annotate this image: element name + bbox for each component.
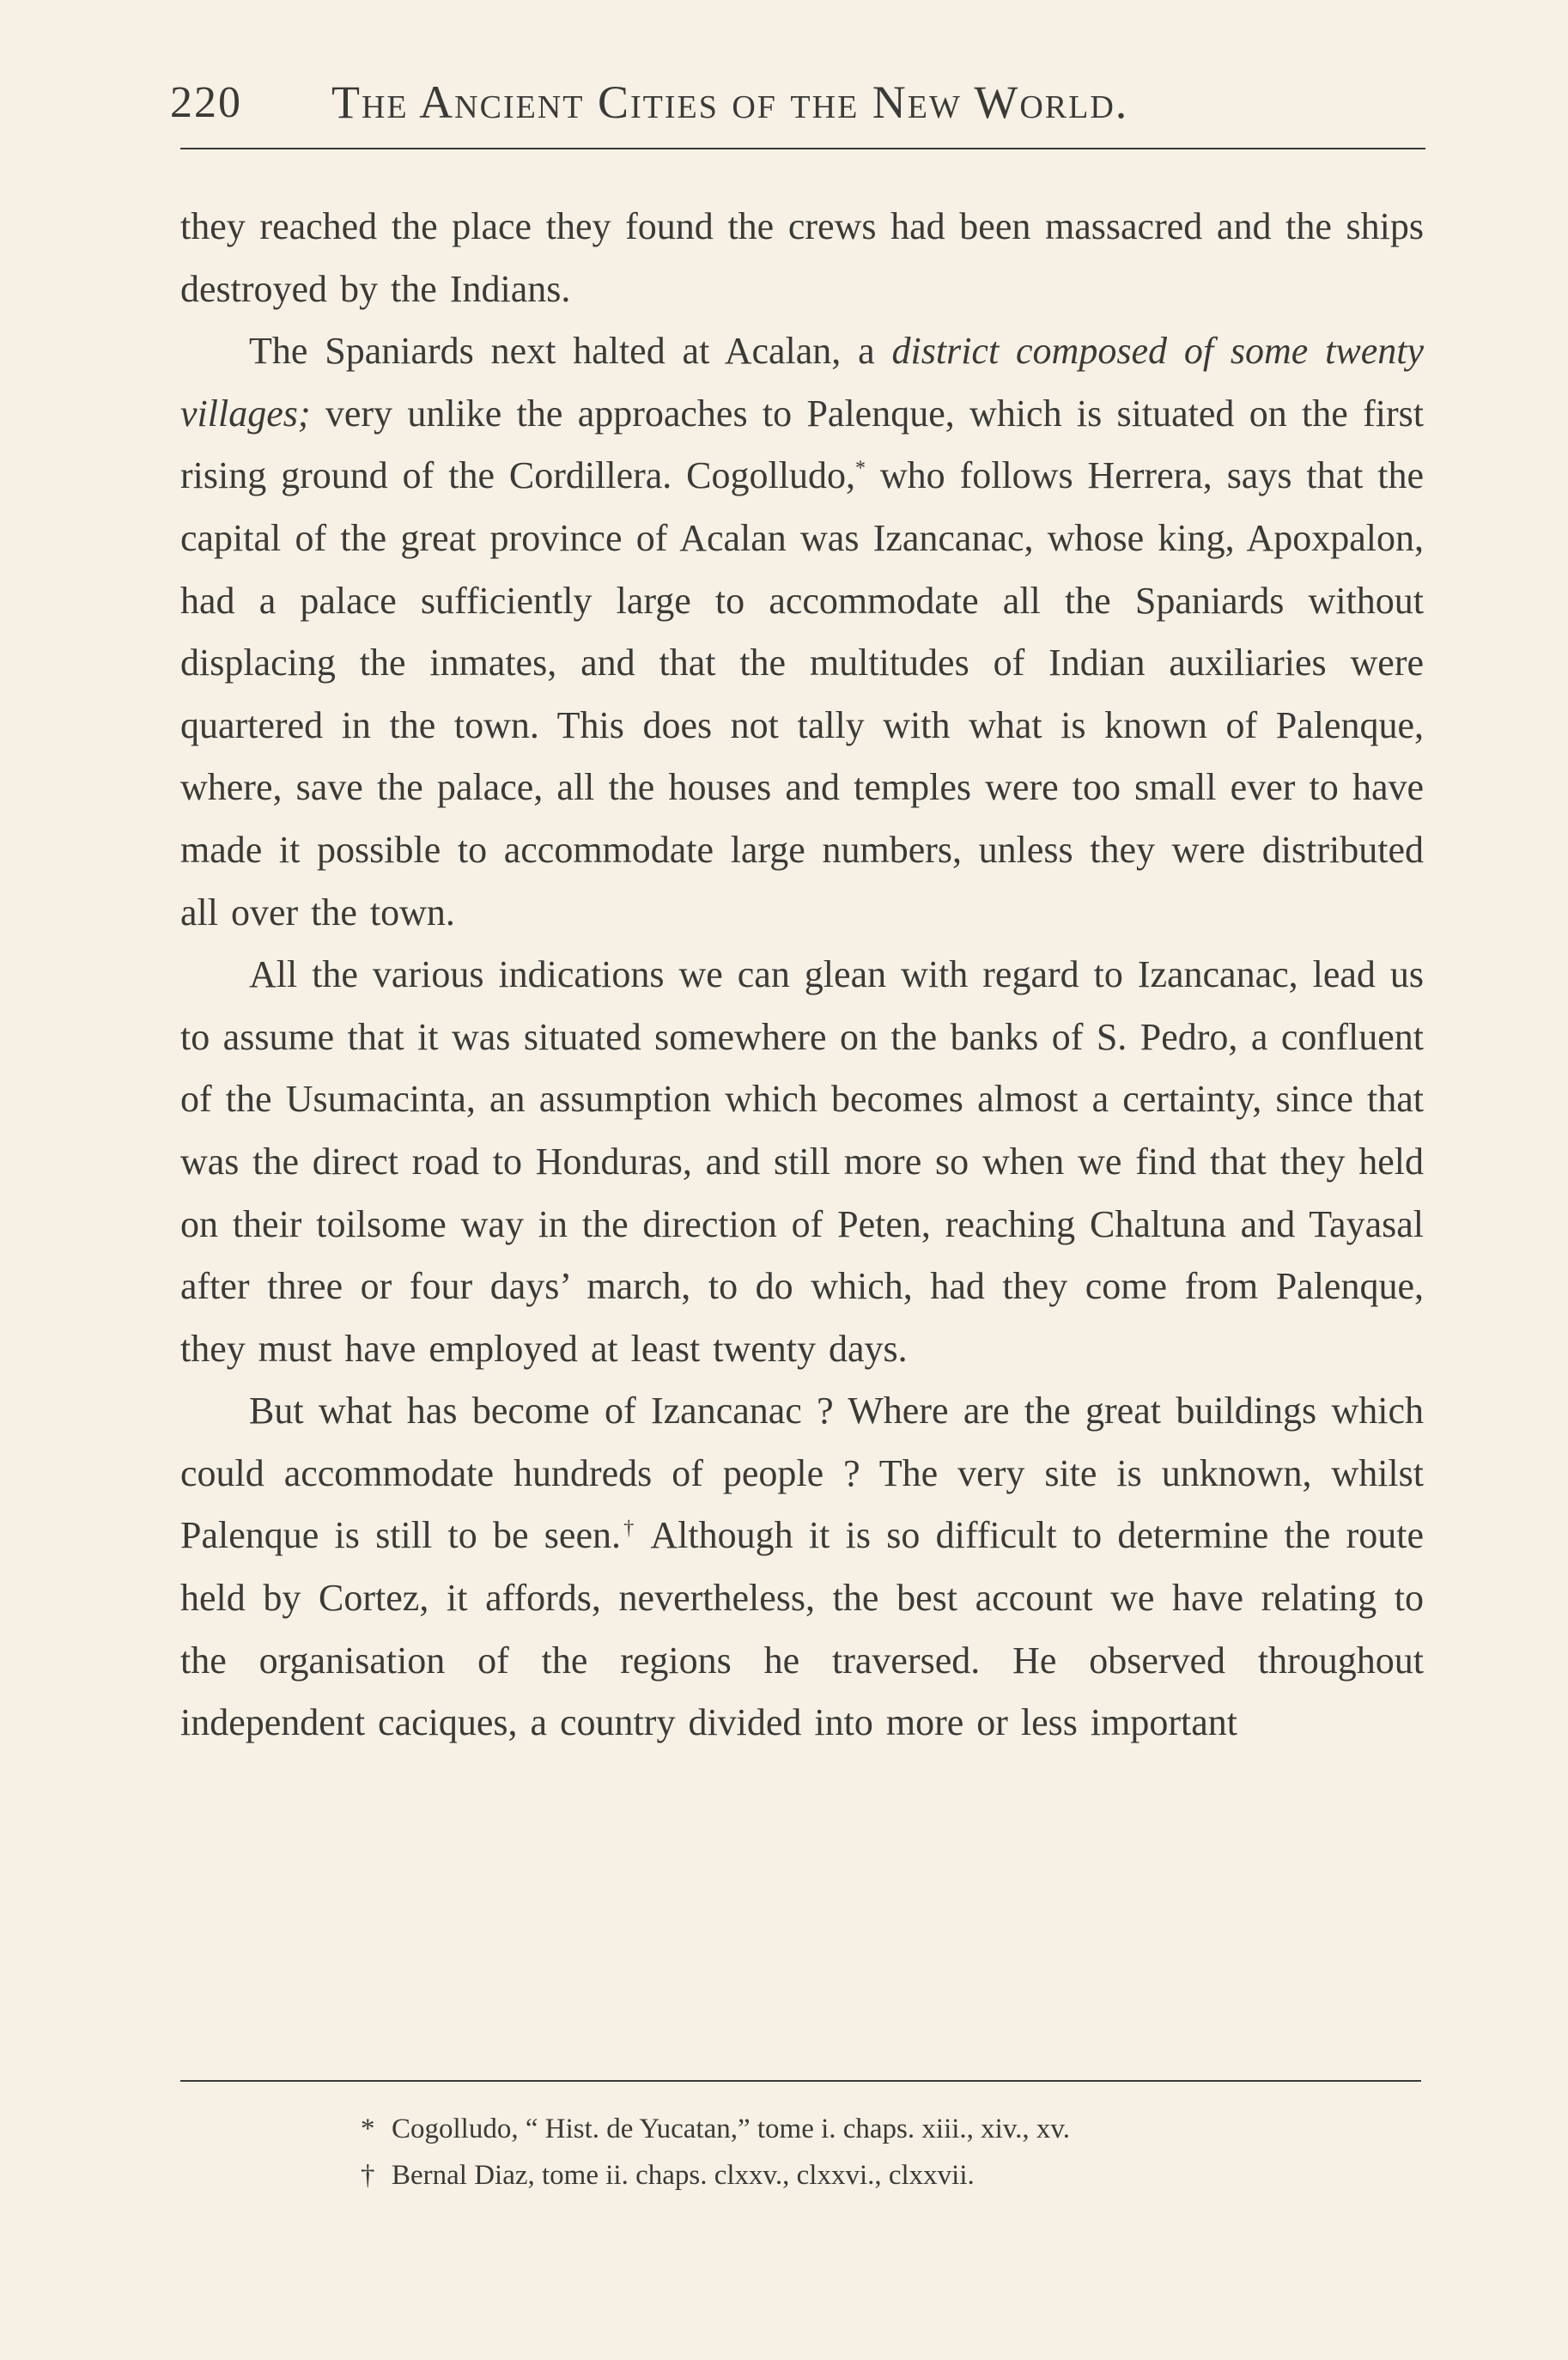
running-header bbox=[170, 60, 1424, 137]
footnote-2-marker: † bbox=[361, 2160, 375, 2191]
footnote-2-text: Bernal Diaz, tome ii. chaps. clxxv., clxxvi., clxxvii. bbox=[392, 2160, 975, 2191]
paragraph-4 bbox=[180, 1380, 1424, 1755]
footnote-1 bbox=[361, 2106, 1425, 2152]
paragraph-3-text: All the various indications we can glean with regard to Izancanac, lead us to assume that it was situated somewhere on the banks of S. Pedro, a confluent of the Usumacinta, an assumption which becomes almost a certainty, since that was the direct road to Honduras, and still more so when we find that they held on their toilsome way in the direction of Peten, reaching Chaltuna and Tayasal after three or four days’ march, to do which, had they come from Palenque, they must have employed at least twenty days. bbox=[180, 953, 1424, 1370]
footnotes bbox=[361, 2106, 1425, 2199]
running-title: The Ancient Cities of the New World. bbox=[331, 76, 1129, 128]
paragraph-1-text: they reached the place they found the crews had been massacred and the ships destroyed by the Indians. bbox=[180, 205, 1424, 310]
paragraph-2 bbox=[180, 320, 1424, 944]
footnote-1-text: Cogolludo, “ Hist. de Yucatan,” tome i. chaps. xiii., xiv., xv. bbox=[392, 2114, 1071, 2144]
footnote-2 bbox=[361, 2152, 1425, 2199]
paragraph-2-start: The Spaniards next halted at Acalan, a bbox=[249, 330, 892, 373]
paragraph-2-end: who follows Herrera, says that the capital of the great province of Acalan was Izancanac, whose king, Apoxpalon, had a palace sufficiently large to accommodate all the Spaniards without displacing the inmates, and that the multitudes of Indian auxiliaries were quartered in the town. This does not tally with what is known of Palenque, where, save the palace, all the houses and temples were too small ever to have made it possible to accommodate large numbers, unless they were distributed all over the town. bbox=[180, 454, 1424, 934]
body-text bbox=[180, 196, 1424, 1755]
paragraph-4-start: But what has become of Izancanac ? Where are the great buildings which could accommodate hundreds of people ? The very site is unknown, whilst Palenque is still to be seen. bbox=[180, 1390, 1424, 1557]
footnote-ref-2: † bbox=[620, 1517, 637, 1540]
footnote-ref-1: * bbox=[854, 457, 866, 480]
footnote-1-marker: * bbox=[361, 2114, 375, 2144]
page-number: 220 bbox=[170, 78, 242, 127]
paragraph-1 bbox=[180, 196, 1424, 320]
footnote-rule bbox=[180, 2080, 1421, 2082]
header-rule bbox=[180, 148, 1425, 149]
paragraph-4-end: Although it is so difficult to determine the route held by Cortez, it affords, nevertheless, the best account we have relating to the organisation of the regions he traversed. He observed throughout independent caciques, a country divided into more or less important bbox=[180, 1514, 1425, 1744]
paragraph-3 bbox=[180, 944, 1424, 1380]
paragraph-2-italic: district composed of some twenty villages; bbox=[180, 330, 1425, 435]
paragraph-2-mid: very unlike the approaches to Palenque, which is situated on the first rising ground of the Cordillera. Cogolludo, bbox=[180, 392, 1424, 497]
